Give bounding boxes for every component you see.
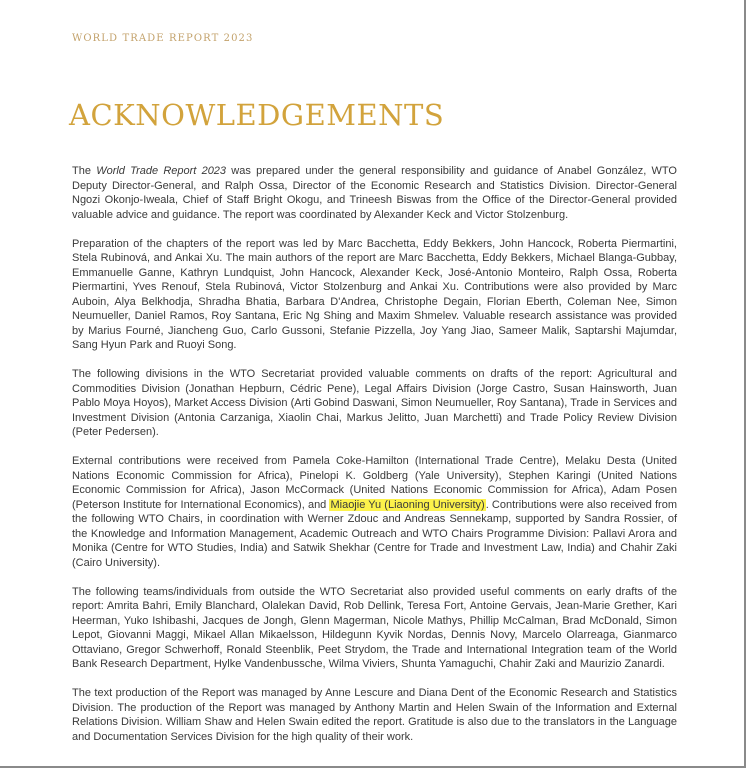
paragraph xyxy=(72,454,677,570)
body-paragraphs xyxy=(72,164,677,759)
italic-report-title-text: World Trade Report 2023 xyxy=(96,165,227,177)
paragraph xyxy=(72,367,677,440)
paragraph xyxy=(72,686,677,744)
highlighted-text: Miaojie Yu (Liaoning University) xyxy=(330,498,485,511)
text-segment: The following teams/individuals from outside the WTO Secretariat also provided useful comments on early drafts of the report: Amrita Bahri, Emily Blanchard, Olalekan David, Rob Dellink, Teresa Fort, Antoine Gervais, Jean-Marie Grether, Kari Heerman, Yuko Ishibashi, Jacques de Jongh, Glenn Magerman, Nicole Mathys, Phillip McCalman, Brad McDonald, Simon Lepot, Giovanni Maggi, Mikael Allan Mikaelsson, Hildegunn Kyvik Nordas, Dennis Novy, Marcelo Olarreaga, Gianmarco Ottaviano, Gregor Schwerhoff, Ronald Steenblik, Peet Strydom, the Trade and International Integration team of the World Bank Research Department, Hylke Vandenbussche, Wilma Viviers, Shunta Yamaguchi, Chahir Zaki and Maurizio Zanardi. xyxy=(72,585,677,670)
text-segment: . Contributions were also received from the following WTO Chairs, in coordination with Werner Zdouc and Andreas Sennekamp, supported by Sandra Rossier, of the Knowledge and Information Management, Academic Outreach and WTO Chairs Programme Division: Pallavi Arora and Monika (Centre for WTO Studies, India) and Satwik Shekhar (Centre for Trade and Investment Law, India) and Chahir Zaki (Cairo University). xyxy=(72,498,677,569)
text-segment: The text production of the Report was managed by Anne Lescure and Diana Dent of the Economic Research and Statistics Division. The production of the Report was managed by Anthony Martin and Helen Swain of the Information and External Relations Division. William Shaw and Helen Swain edited the report. Gratitude is also due to the translators in the Language and Documentation Services Division for the high quality of their work. xyxy=(72,687,677,743)
text-segment: was prepared under the general responsibility and guidance of Anabel González, WTO Deputy Director-General, and Ralph Ossa, Director of the Economic Research and Statistics Division. Director-General Ngozi Okonjo-Iweala, Chief of Staff Bright Okogu, and Trineesh Biswas from the Office of the Director-General provided valuable advice and guidance. The report was coordinated by Alexander Keck and Victor Stolzenburg. xyxy=(72,165,677,221)
text-segment: The following divisions in the WTO Secretariat provided valuable comments on drafts of the report: Agricultural and Commodities Division (Jonathan Hepburn, Cédric Pene), Legal Affairs Division (Jorge Castro, Susan Hainsworth, Juan Pablo Moya Hoyos), Market Access Division (Arti Gobind Daswani, Simon Neumueller, Roy Santana), Trade in Services and Investment Division (Antonia Carzaniga, Xiaolin Chai, Markus Jelitto, Juan Marchetti) and Trade Policy Review Division (Peter Pedersen). xyxy=(72,368,677,438)
text-segment: External contributions were received from Pamela Coke-Hamilton (International Trade Centre), Melaku Desta (United Nations Economic Commission for Africa), Pinelopi K. Goldberg (Yale University), Stephen Karingi (United Nations Economic Commission for Africa), Jason McCormack (United Nations Economic Commission for Africa), Adam Posen (Peterson Institute for International Economics), and xyxy=(72,455,677,511)
text-segment: The xyxy=(72,165,97,177)
report-kicker: WORLD TRADE REPORT 2023 xyxy=(72,33,254,44)
page-title: ACKNOWLEDGEMENTS xyxy=(69,98,445,132)
paragraph xyxy=(72,164,677,222)
text-segment: Preparation of the chapters of the report was led by Marc Bacchetta, Eddy Bekkers, John Hancock, Roberta Piermartini, Stela Rubinová, and Ankai Xu. The main authors of the report are Marc Bacchetta, Eddy Bekkers, Michael Blanga-Gubbay, Emmanuelle Ganne, Kathryn Lundquist, John Hancock, Alexander Keck, José-Antonio Monteiro, Ralph Ossa, Roberta Piermartini, Yves Renouf, Stela Rubinová, Victor Stolzenburg and Ankai Xu. Contributions were also provided by Marc Auboin, Alya Belkhodja, Shradha Bhatia, Barbara D'Andrea, Christophe Degain, Florian Eberth, Coleman Nee, Simon Neumueller, Daniel Ramos, Roy Santana, Eric Ng Shing and Maxim Shmelev. Valuable research assistance was provided by Marius Fourné, Jiancheng Guo, Carlo Gussoni, Stefanie Pizzella, Joy Yang Jiao, Sameer Malik, Saptarshi Majumdar, Sang Hyun Park and Ruoyi Song. xyxy=(72,237,677,351)
paragraph xyxy=(72,237,677,353)
paragraph xyxy=(72,585,677,672)
